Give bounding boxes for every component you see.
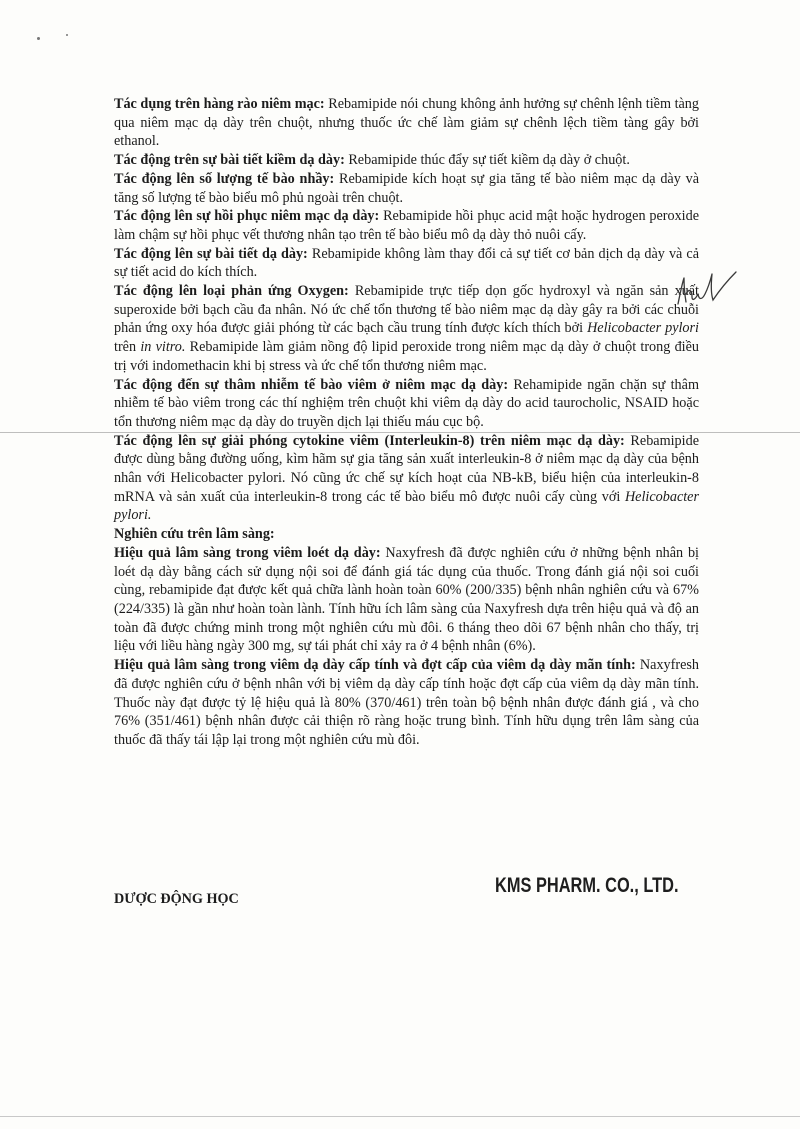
paragraph-label: Tác động lên loại phản ứng Oxygen: bbox=[114, 283, 349, 300]
paragraph-label: Tác động lên sự bài tiết dạ dày: bbox=[114, 245, 308, 262]
paragraph-label: Tác động lên số lượng tế bào nhầy: bbox=[114, 170, 335, 187]
company-stamp: KMS PHARM. CO., LTD. bbox=[495, 874, 679, 897]
paragraph-text: Rebamipide kích hoạt sự gia tăng tế bào niêm mạc dạ dày và tăng số lượng tế bào biểu mô phủ ngoài trên chuột. bbox=[114, 170, 699, 206]
paragraph-label: Tác dụng trên hàng rào niêm mạc: bbox=[114, 96, 325, 112]
paragraph-text: Rebamipide trực tiếp dọn gốc hydroxyl và ngăn sản xuất superoxide bởi bạch cầu đa nhân. Nó ức chế tổn thương tế bào niêm mạc dạ dày gây ra bởi các chuỗi phản ứng oxy hóa được giải phóng từ các bạch cầu trung tính được kích thích bởi bbox=[114, 283, 699, 337]
paragraph-label: Hiệu quả lâm sàng trong viêm loét dạ dày: bbox=[114, 544, 381, 561]
paragraph-text: trên bbox=[114, 339, 141, 356]
paragraph-text: Naxyfresh đã được nghiên cứu ở những bệnh nhân bị loét dạ dày bằng cách sử dụng nội soi để đánh giá tác dụng của thuốc. Trong đánh giá nội soi cuối cùng, rebamipide đạt được kết quả chữa lành hoàn toàn 60% (200/335) bệnh nhân nghiên cứu và 67% (224/335) là gần như hoàn toàn lành. Tính hữu ích lâm sàng của Naxyfresh dựa trên hiệu quả và độ an toàn đã được chứng minh trong một nghiên cứu mù đôi. 6 tháng theo dõi 67 bệnh nhân cho thấy, trị liệu với liều hàng ngày 300 mg, sự tái phát chỉ xảy ra ở 4 bệnh nhân (6%). bbox=[114, 544, 699, 655]
document-body bbox=[114, 95, 699, 750]
paragraph-text: Rebamipide thúc đẩy sự tiết kiềm dạ dày ở chuột. bbox=[344, 152, 630, 169]
paragraph-mucosal-recovery bbox=[114, 207, 699, 244]
paragraph-text: Naxyfresh đã được nghiên cứu ở bệnh nhân với bị viêm dạ dày cấp tính hoặc đợt cấp của viêm dạ dày mãn tính. Thuốc này đạt được tỷ lệ hiệu quả là 80% (370/461) trên toàn bộ bệnh nhân được đánh giá , và cho 76% (351/461) bệnh nhân được cải thiện rõ ràng hoặc trung bình. Tính hữu dụng trên lâm sàng của thuốc đã thấy tái lập lại trong một nghiên cứu mù đôi. bbox=[114, 657, 699, 748]
paragraph-italic: Helicobacter pylori. bbox=[114, 488, 699, 524]
signature-mark bbox=[672, 270, 742, 310]
scan-speck bbox=[37, 37, 40, 40]
paragraph-label: Tác động lên sự hồi phục niêm mạc dạ dày: bbox=[114, 208, 380, 225]
paragraph-label: Tác động trên sự bài tiết kiềm dạ dày: bbox=[114, 152, 345, 169]
paragraph-alkaline-secretion bbox=[114, 151, 699, 170]
paragraph-clinical-ulcer bbox=[114, 544, 699, 656]
paragraph-cytokine-release bbox=[114, 432, 699, 526]
paragraph-text: Rebamipide nói chung không ảnh hưởng sự chênh lệnh tiềm tàng qua niêm mạc dạ dày trên chuột, nhưng thuốc ức chế làm giảm sự chênh lệch tiềm tàng gây bởi ethanol. bbox=[114, 96, 699, 150]
clinical-heading: Nghiên cứu trên lâm sàng: bbox=[114, 526, 275, 543]
paragraph-text: Rebamipide không làm thay đổi cả sự tiết cơ bản dịch dạ dày và cả sự tiết acid do kích thích. bbox=[114, 245, 700, 281]
paragraph-oxygen-reaction bbox=[114, 282, 699, 376]
paragraph-text: Rehamipide ngăn chặn sự thâm nhiễm tế bào viêm trong các thí nghiệm trên chuột khi viêm dạ dày do acid taurocholic, NSAID hoặc tổn thương niêm mạc dạ dày do truyền dịch lại thiếu máu cục bộ. bbox=[114, 376, 699, 430]
paragraph-text: Rebamipide làm giảm nồng độ lipid peroxide trong niêm mạc dạ dày ở chuột trong điều trị với indomethacin khi bị stress và ức chế tổn thương niêm mạc. bbox=[114, 339, 700, 374]
paragraph-text: Rebamipide hồi phục acid mật hoặc hydrogen peroxide làm chậm sự hồi phục vết thương nhân tạo trên tế bào biểu mô dạ dày thỏ nuôi cấy. bbox=[114, 208, 700, 243]
paragraph-clinical-gastritis bbox=[114, 656, 699, 750]
section-title-pharmacokinetics: DƯỢC ĐỘNG HỌC bbox=[114, 891, 239, 907]
paragraph-mucus-cells bbox=[114, 170, 699, 207]
paragraph-gastric-secretion bbox=[114, 245, 699, 282]
paragraph-italic: in vitro. bbox=[140, 339, 186, 356]
scan-speck bbox=[66, 34, 68, 36]
paragraph-barrier bbox=[114, 95, 699, 151]
paragraph-label: Hiệu quả lâm sàng trong viêm dạ dày cấp tính và đợt cấp của viêm dạ dày mãn tính: bbox=[114, 657, 636, 674]
paragraph-label: Tác động lên sự giải phóng cytokine viêm (Interleukin-8) trên niêm mạc dạ dày: bbox=[114, 432, 625, 449]
paragraph-label: Tác động đến sự thâm nhiễm tế bào viêm ở niêm mạc dạ dày: bbox=[114, 376, 509, 393]
paragraph-italic: Helicobacter pylori bbox=[587, 320, 699, 337]
page-edge-line bbox=[0, 1116, 800, 1117]
paragraph-text: Rebamipide được dùng bằng đường uống, kìm hãm sự gia tăng sản xuất interleukin-8 ở niêm mạc dạ dày của bệnh nhân với Helicobacter pylori. Nó cũng ức chế sự kích hoạt của NB-kB, biểu hiện của interleukin-8 mRNA và sản xuất của interleukin-8 trong các tế bào biểu mô được nuôi cấy cùng với bbox=[114, 432, 699, 505]
paragraph-inflammatory-infiltration bbox=[114, 376, 699, 432]
